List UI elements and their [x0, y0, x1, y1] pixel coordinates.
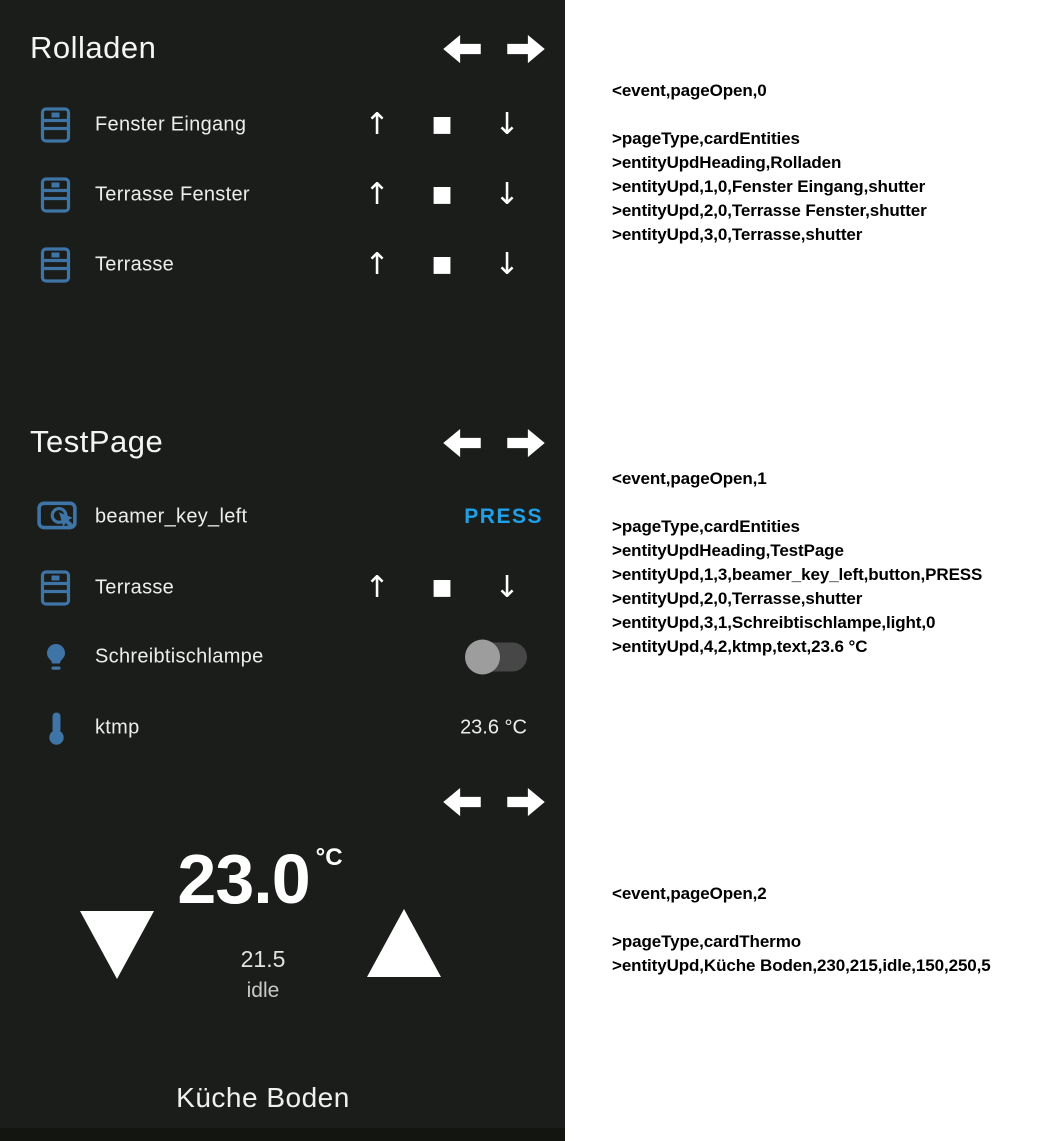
- shutter-controls: [357, 101, 527, 149]
- nav-right-icon[interactable]: [507, 34, 545, 64]
- card-heading-rolladen: Rolladen: [30, 30, 157, 65]
- current-temperature-value: 23.0: [177, 840, 310, 918]
- entity-row: [0, 564, 565, 612]
- protocol-line: >pageType,cardEntities: [612, 129, 800, 148]
- shutter-up-button[interactable]: ↑: [364, 107, 390, 142]
- panel-bottom-strip: [0, 1128, 565, 1141]
- shutter-controls: [357, 241, 527, 289]
- protocol-line: <event,pageOpen,2: [612, 884, 767, 903]
- shutter-up-button[interactable]: ↑: [364, 570, 390, 605]
- page-nav: [443, 427, 545, 459]
- shutter-up-button[interactable]: ↑: [364, 247, 390, 282]
- protocol-block-1: [612, 467, 982, 659]
- entity-row: [0, 633, 565, 681]
- card-heading-testpage: TestPage: [30, 424, 164, 459]
- entity-label: ktmp: [95, 716, 140, 739]
- nav-left-icon[interactable]: [443, 787, 481, 817]
- window-shutter-icon: [40, 107, 71, 143]
- protocol-line: >entityUpd,3,0,Terrasse,shutter: [612, 225, 863, 244]
- page-nav: [443, 33, 545, 65]
- nav-right-icon[interactable]: [507, 428, 545, 458]
- entity-row: [0, 171, 565, 219]
- setpoint-decrease-button[interactable]: [80, 911, 154, 984]
- press-button[interactable]: PRESS: [464, 505, 543, 528]
- entity-label: Terrasse: [95, 576, 175, 599]
- shutter-stop-button[interactable]: ■: [431, 182, 453, 207]
- protocol-line: >pageType,cardEntities: [612, 517, 800, 536]
- protocol-line: >entityUpd,2,0,Terrasse,shutter: [612, 589, 863, 608]
- protocol-line: >entityUpd,1,3,beamer_key_left,button,PRESS: [612, 565, 983, 584]
- temperature-unit: °C: [315, 844, 343, 871]
- entity-label: beamer_key_left: [95, 505, 248, 528]
- protocol-line: >entityUpd,2,0,Terrasse Fenster,shutter: [612, 201, 927, 220]
- shutter-down-button[interactable]: ↓: [494, 570, 520, 605]
- current-temperature: [90, 839, 430, 919]
- entity-label: Fenster Eingang: [95, 113, 247, 136]
- thermometer-icon: [48, 711, 65, 745]
- protocol-block-0: [612, 79, 927, 247]
- setpoint-value: 21.5: [240, 946, 286, 972]
- shutter-down-button[interactable]: ↓: [494, 177, 520, 212]
- gesture-tap-button-icon: [37, 500, 77, 534]
- window-shutter-icon: [40, 177, 71, 213]
- page-nav: [443, 786, 545, 818]
- thermostat-title: Küche Boden: [176, 1082, 350, 1113]
- protocol-line: >entityUpdHeading,Rolladen: [612, 153, 842, 172]
- entity-label: Terrasse Fenster: [95, 183, 250, 206]
- entity-row: [0, 241, 565, 289]
- shutter-stop-button[interactable]: ■: [431, 252, 453, 277]
- protocol-line: >entityUpd,3,1,Schreibtischlampe,light,0: [612, 613, 936, 632]
- shutter-down-button[interactable]: ↓: [494, 247, 520, 282]
- shutter-controls: [357, 171, 527, 219]
- entity-label: Schreibtischlampe: [95, 645, 264, 668]
- protocol-block-2: [612, 882, 991, 978]
- light-toggle[interactable]: [467, 643, 527, 672]
- entity-row: [0, 101, 565, 149]
- shutter-stop-button[interactable]: ■: [431, 112, 453, 137]
- entity-label: Terrasse: [95, 253, 175, 276]
- protocol-line: >entityUpdHeading,TestPage: [612, 541, 844, 560]
- window-shutter-icon: [40, 247, 71, 283]
- entity-row: [0, 493, 565, 541]
- hvac-state: idle: [246, 979, 280, 1002]
- window-shutter-icon: [40, 570, 71, 606]
- protocol-line: >entityUpd,4,2,ktmp,text,23.6 °C: [612, 637, 868, 656]
- protocol-line: <event,pageOpen,0: [612, 81, 767, 100]
- shutter-down-button[interactable]: ↓: [494, 107, 520, 142]
- setpoint-increase-button[interactable]: [367, 909, 441, 982]
- toggle-knob[interactable]: [465, 640, 500, 675]
- protocol-line: >entityUpd,1,0,Fenster Eingang,shutter: [612, 177, 926, 196]
- entity-row: [0, 704, 565, 752]
- nav-left-icon[interactable]: [443, 428, 481, 458]
- protocol-line: <event,pageOpen,1: [612, 469, 767, 488]
- shutter-controls: [357, 564, 527, 612]
- lightbulb-icon: [45, 642, 67, 672]
- nav-left-icon[interactable]: [443, 34, 481, 64]
- shutter-stop-button[interactable]: ■: [431, 575, 453, 600]
- protocol-line: >entityUpd,Küche Boden,230,215,idle,150,250,5: [612, 956, 991, 975]
- nav-right-icon[interactable]: [507, 787, 545, 817]
- protocol-line: >pageType,cardThermo: [612, 932, 801, 951]
- shutter-up-button[interactable]: ↑: [364, 177, 390, 212]
- sensor-value: 23.6 °C: [460, 716, 527, 739]
